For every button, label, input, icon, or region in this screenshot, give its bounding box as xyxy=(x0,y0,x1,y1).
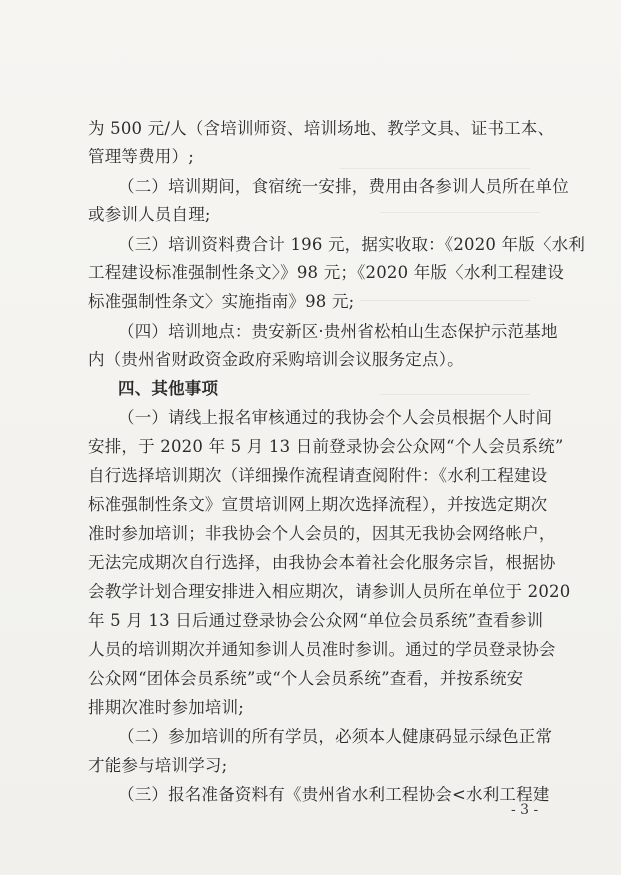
text-line: 年 5 月 13 日后通过登录协会公众网“单位会员系统”查看参训 xyxy=(88,611,544,630)
text-line: 内（贵州省财政资金政府采购培训会议服务定点）。 xyxy=(88,350,464,369)
bleed-through-mark xyxy=(360,300,530,301)
text-line: （一）请线上报名审核通过的我协会个人会员根据个人时间 xyxy=(118,408,553,427)
text-line: （三）培训资料费合计 196 元，据实收取：《2020 年版〈水利 xyxy=(118,235,586,254)
text-line: 为 500 元/人（含培训师资、培训场地、教学文具、证书工本、 xyxy=(88,119,555,138)
text-line: 排期次准时参加培训; xyxy=(88,698,245,717)
text-line: 才能参与培训学习; xyxy=(88,756,228,775)
text-line: 准时参加培训；非我协会个人会员的，因其无我协会网络帐户， xyxy=(88,524,556,543)
text-line: 无法完成期次自行选择，由我协会本着社会化服务宗旨，根据协 xyxy=(88,553,556,572)
page-number: - 3 - xyxy=(511,802,539,818)
section-heading: 四、其他事项 xyxy=(118,379,219,398)
text-line: （二）培训期间，食宿统一安排，费用由各参训人员所在单位 xyxy=(118,177,569,196)
text-line: 工程建设标准强制性条文〉》98 元；《2020 年版〈水利工程建设 xyxy=(88,263,565,282)
bleed-through-mark xyxy=(380,212,540,213)
text-line: 安排，于 2020 年 5 月 13 日前登录协会公众网“个人会员系统” xyxy=(88,437,564,456)
text-line: 自行选择培训期次（详细操作流程请查阅附件：《水利工程建设 xyxy=(88,466,548,485)
bleed-through-mark xyxy=(380,394,530,395)
text-line: （二）参加培训的所有学员，必须本人健康码显示绿色正常 xyxy=(118,727,553,746)
text-line: 或参训人员自理; xyxy=(88,205,211,224)
text-line: （四）培训地点：贵安新区·贵州省松柏山生态保护示范基地 xyxy=(118,322,558,341)
text-line: （三）报名准备资料有《贵州省水利工程协会<水利工程建 xyxy=(118,785,550,804)
text-line: 标准强制性条文〉实施指南》98 元; xyxy=(88,292,355,311)
text-line: 管理等费用）; xyxy=(88,147,194,166)
bleed-through-mark xyxy=(340,168,530,169)
text-line: 人员的培训期次并通知参训人员准时参训。通过的学员登录协会 xyxy=(88,640,556,659)
text-line: 会教学计划合理安排进入相应期次，请参训人员所在单位于 2020 xyxy=(88,582,571,601)
text-line: 标准强制性条文》宣贯培训网上期次选择流程），并按选定期次 xyxy=(88,495,548,514)
text-line: 公众网“团体会员系统”或“个人会员系统”查看，并按系统安 xyxy=(88,669,524,688)
